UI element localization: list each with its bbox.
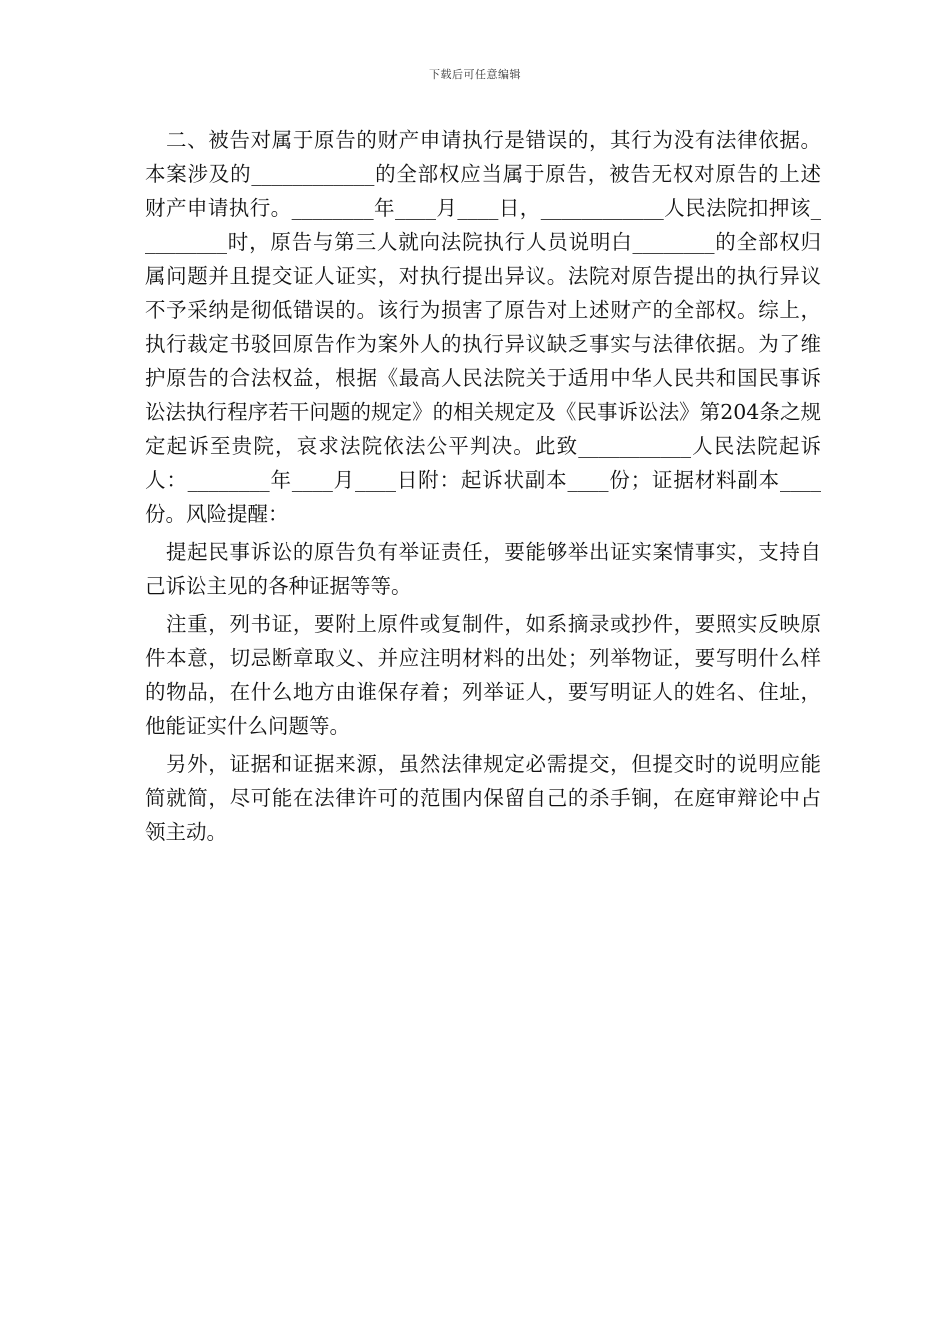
paragraph-evidence-listing: 注重，列书证，要附上原件或复制件，如系摘录或抄件，要照实反映原件本意，切忌断章取义、并应注明材料的出处；列举物证，要写明什么样的物品，在什么地方由谁保存着；列举证人，要写明证人的姓名、住址，他能证实什么问题等。 [145, 612, 821, 738]
paragraph-evidence-strategy: 另外，证据和证据来源，虽然法律规定必需提交，但提交时的说明应能简就简，尽可能在法律许可的范围内保留自己的杀手锏，在庭审辩论中占领主动。 [145, 752, 821, 844]
document-body [145, 123, 821, 853]
page-header-note: 下载后可任意编辑 [429, 68, 521, 81]
paragraph-burden-of-proof: 提起民事诉讼的原告负有举证责任，要能够举出证实案情事实，支持自己诉讼主见的各种证据等等。 [145, 540, 821, 598]
paragraph-appeal-reasons: 二、被告对属于原告的财产申请执行是错误的，其行为没有法律依据。本案涉及的____________的全部权应当属于原告，被告无权对原告的上述财产申请执行。________年____月____日，____________人民法院扣押该_________时，原告与第三人就向法院执行人员说明白________的全部权归属问题并且提交证人证实，对执行提出异议。法院对原告提出的执行异议不予采纳是彻低错误的。该行为损害了原告对上述财产的全部权。综上，执行裁定书驳回原告作为案外人的执行异议缺乏事实与法律依据。为了维护原告的合法权益，根据《最高人民法院关于适用中华人民共和国民事诉讼法执行程序若干问题的规定》的相关规定及《民事诉讼法》第204条之规定起诉至贵院，哀求法院依法公平判决。此致___________人民法院起诉人：________年____月____日附：起诉状副本____份；证据材料副本____份。风险提醒： [145, 128, 821, 526]
